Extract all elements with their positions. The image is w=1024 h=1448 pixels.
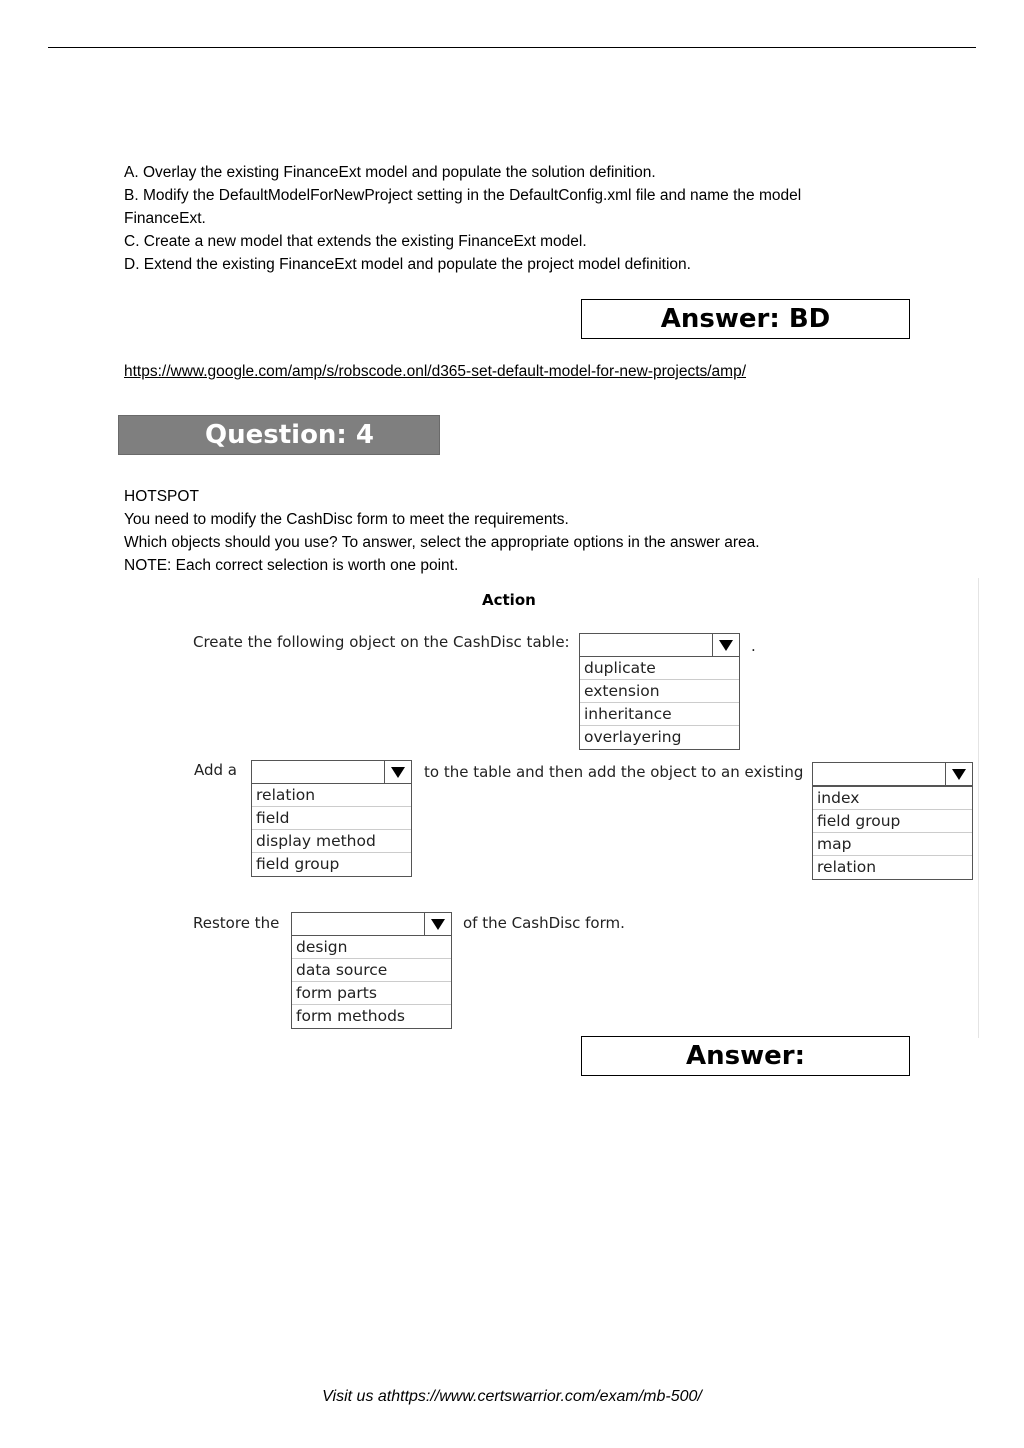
dropdown-arrow-icon[interactable] (424, 913, 451, 935)
dropdown-option[interactable]: form parts (292, 982, 451, 1005)
reference-link[interactable]: https://www.google.com/amp/s/robscode.onl/d365-set-default-model-for-new-projects/amp/ (124, 363, 747, 380)
question-line: You need to modify the CashDisc form to meet the requirements. (124, 511, 569, 528)
add-element-dropdown[interactable] (251, 760, 412, 784)
object-dropdown[interactable] (579, 633, 740, 657)
dropdown-option[interactable]: duplicate (580, 657, 739, 680)
question-line: Which objects should you use? To answer, select the appropriate options in the answer area. (124, 534, 760, 551)
dropdown-option[interactable]: extension (580, 680, 739, 703)
top-rule (48, 47, 976, 48)
dropdown-option[interactable]: field (252, 807, 411, 830)
existing-object-dropdown[interactable] (812, 762, 973, 786)
dropdown-option[interactable]: field group (256, 855, 340, 873)
answer-box: Answer: BD (581, 299, 910, 339)
dropdown-option[interactable]: relation (252, 784, 411, 807)
existing-object-dropdown-list (812, 786, 973, 880)
answer-box: Answer: (581, 1036, 910, 1076)
question-header-label: Question: 4 (205, 420, 374, 450)
dropdown-option[interactable]: form methods (296, 1007, 405, 1025)
option-d: D. Extend the existing FinanceExt model and populate the project model definition. (124, 256, 691, 273)
dropdown-option[interactable]: inheritance (580, 703, 739, 726)
restore-dropdown[interactable] (291, 912, 452, 936)
object-dropdown-list (579, 656, 740, 750)
dropdown-arrow-icon[interactable] (712, 634, 739, 656)
row1-suffix: . (751, 637, 756, 655)
row1-label: Create the following object on the CashDisc table: (193, 633, 570, 651)
add-element-dropdown-list (251, 783, 412, 877)
dropdown-arrow-icon[interactable] (384, 761, 411, 783)
option-b-continued: FinanceExt. (124, 210, 206, 227)
row2-middle: to the table and then add the object to an existing (424, 763, 804, 781)
dropdown-option[interactable]: field group (813, 810, 972, 833)
question-note: NOTE: Each correct selection is worth one point. (124, 557, 459, 574)
option-c: C. Create a new model that extends the existing FinanceExt model. (124, 233, 587, 250)
dropdown-arrow-icon[interactable] (945, 763, 972, 785)
row3-suffix: of the CashDisc form. (463, 914, 625, 932)
option-b: B. Modify the DefaultModelForNewProject setting in the DefaultConfig.xml file and name the model (124, 187, 802, 204)
dropdown-option[interactable]: design (292, 936, 451, 959)
question-type: HOTSPOT (124, 488, 199, 505)
dropdown-option[interactable]: relation (817, 858, 877, 876)
dropdown-option[interactable]: map (813, 833, 972, 856)
question-header (118, 415, 440, 455)
hotspot-title: Action (482, 591, 536, 609)
dropdown-option[interactable]: overlayering (584, 728, 682, 746)
dropdown-option[interactable]: index (813, 787, 972, 810)
dropdown-option[interactable]: data source (292, 959, 451, 982)
row3-label: Restore the (193, 914, 280, 932)
row2-label: Add a (194, 761, 238, 779)
footer-visit-link: Visit us athttps://www.certswarrior.com/exam/mb-500/ (322, 1388, 702, 1405)
option-a: A. Overlay the existing FinanceExt model and populate the solution definition. (124, 164, 656, 181)
restore-dropdown-list (291, 935, 452, 1029)
dropdown-option[interactable]: display method (252, 830, 411, 853)
hotspot-edge (978, 578, 986, 1038)
